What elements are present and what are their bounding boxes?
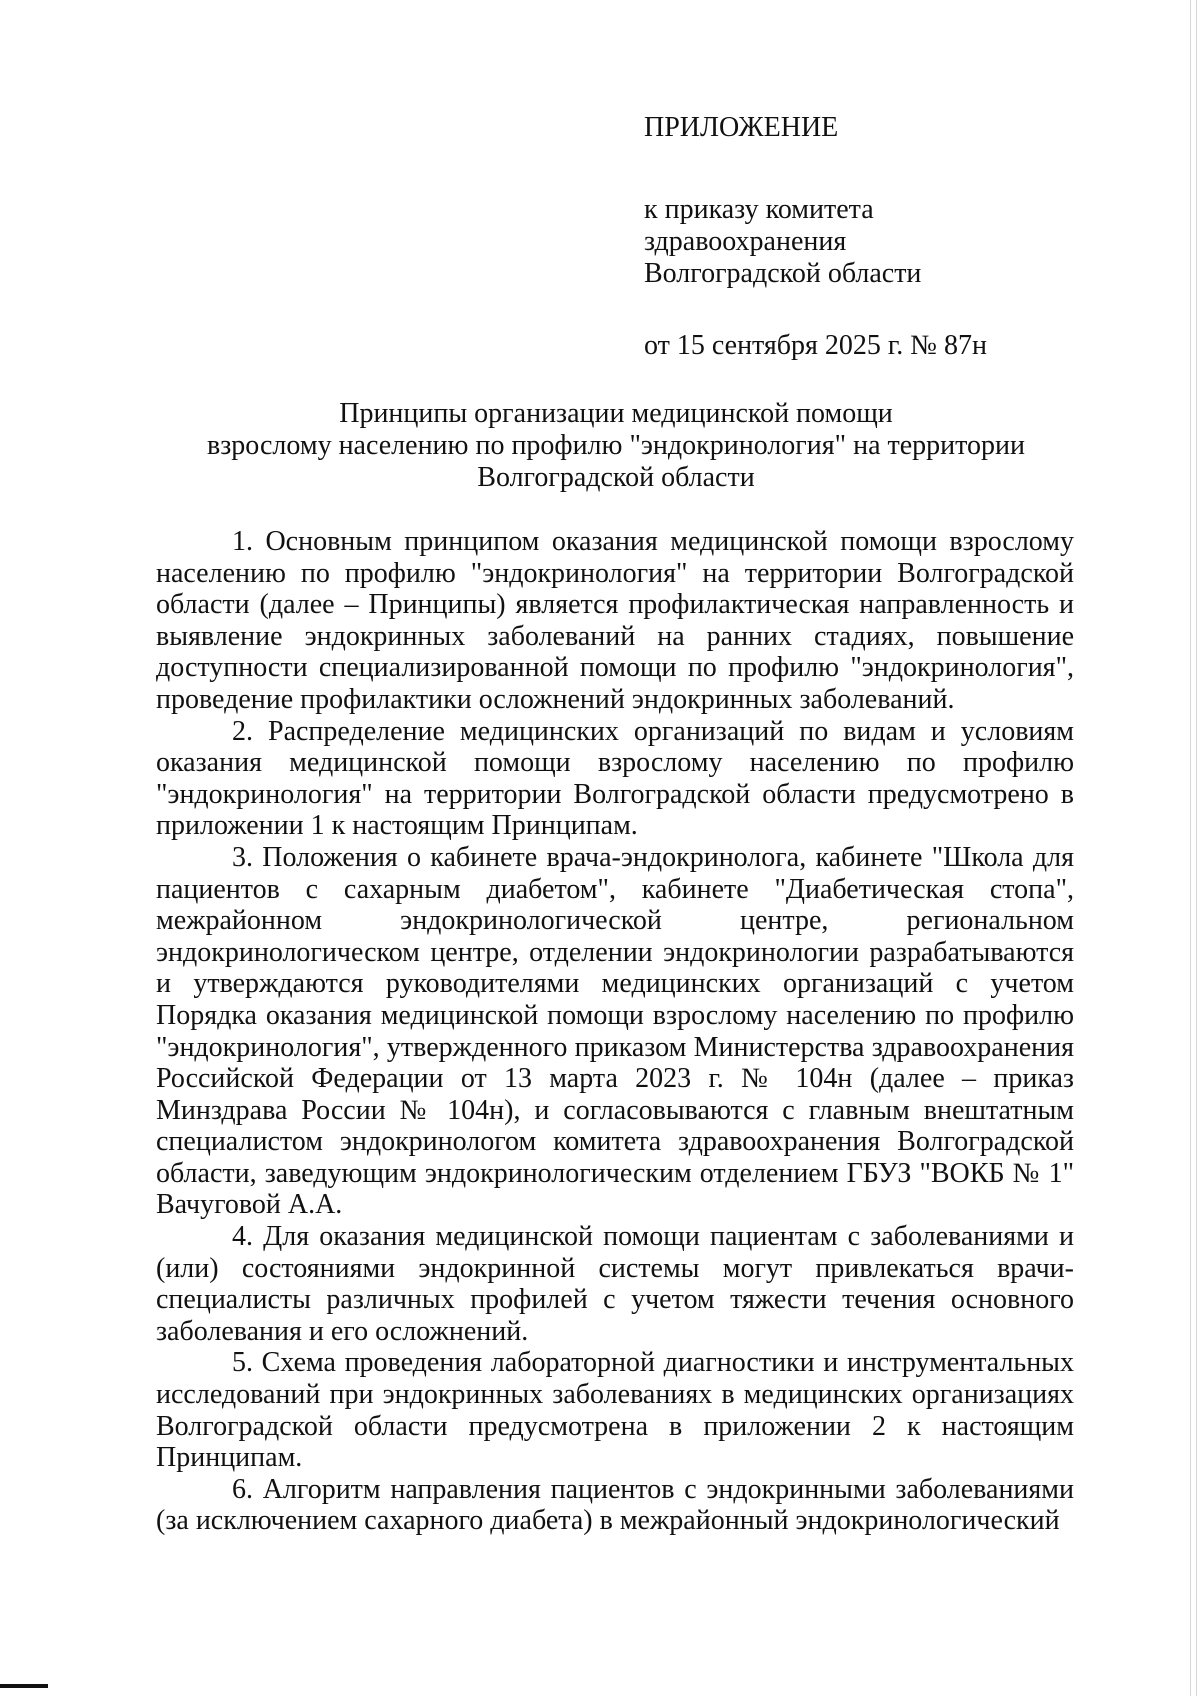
attachment-order-line: к приказу комитета — [644, 194, 874, 225]
document-title-line: Принципы организации медицинской помощи — [339, 398, 893, 429]
attachment-order-line: Волгоградской области — [644, 258, 922, 289]
document-title-line: взрослому населению по профилю "эндокринология" на территории — [207, 430, 1025, 461]
scan-edge-line-right — [1190, 0, 1191, 1696]
attachment-date: от 15 сентября 2025 г. № 87н — [644, 330, 987, 361]
paragraph-2: 2. Распределение медицинских организаций по видам и условиям оказания медицинской помощи взрослому населению по профилю "эндокринология" на территории Волгоградской области предусмотрено в приложении 1 к настоящим Принципам. — [156, 715, 1074, 842]
scan-corner-mark — [0, 1684, 48, 1688]
document-title-line: Волгоградской области — [477, 462, 755, 493]
paragraph-3: 3. Положения о кабинете врача-эндокринолога, кабинете "Школа для пациентов с сахарным диабетом", кабинете "Диабетическая стопа", межрайонном эндокринологической центре, региональном эндокринологическом центре, отделении эндокринологии разрабатываются и утверждаются руководителями медицинских организаций с учетом Порядка оказания медицинской помощи взрослому населению по профилю "эндокринология", утвержденного приказом Министерства здравоохранения Российской Федерации от 13 марта 2023 г. № 104н (далее – приказ Минздрава России № 104н), и согласовываются с главным внештатным специалистом эндокринологом комитета здравоохранения Волгоградской области, заведующим эндокринологическим отделением ГБУЗ "ВОКБ № 1" Вачуговой А.А. — [156, 841, 1074, 1221]
paragraph-6: 6. Алгоритм направления пациентов с эндокринными заболеваниями (за исключением сахарного диабета) в межрайонный эндокринологический — [156, 1473, 1074, 1537]
document-body — [156, 526, 1074, 1537]
paragraph-5: 5. Схема проведения лабораторной диагностики и инструментальных исследований при эндокринных заболеваниях в медицинских организациях Волгоградской области предусмотрена в приложении 2 к настоящим Принципам. — [156, 1347, 1074, 1474]
attachment-order-line: здравоохранения — [644, 226, 847, 257]
paragraph-1: 1. Основным принципом оказания медицинской помощи взрослому населению по профилю "эндокринология" на территории Волгоградской области (далее – Принципы) является профилактическая направленность и выявление эндокринных заболеваний на ранних стадиях, повышение доступности специализированной помощи по профилю "эндокринология", проведение профилактики осложнений эндокринных заболеваний. — [156, 526, 1074, 715]
scan-edge-line-right-outer — [1196, 0, 1197, 1696]
attachment-order-reference — [644, 194, 1064, 290]
document-title — [156, 398, 1076, 494]
attachment-title: ПРИЛОЖЕНИЕ — [644, 112, 839, 143]
paragraph-4: 4. Для оказания медицинской помощи пациентам с заболеваниями и (или) состояниями эндокринной системы могут привлекаться врачи-специалисты различных профилей с учетом тяжести течения основного заболевания и его осложнений. — [156, 1221, 1074, 1347]
attachment-block — [644, 112, 1064, 362]
